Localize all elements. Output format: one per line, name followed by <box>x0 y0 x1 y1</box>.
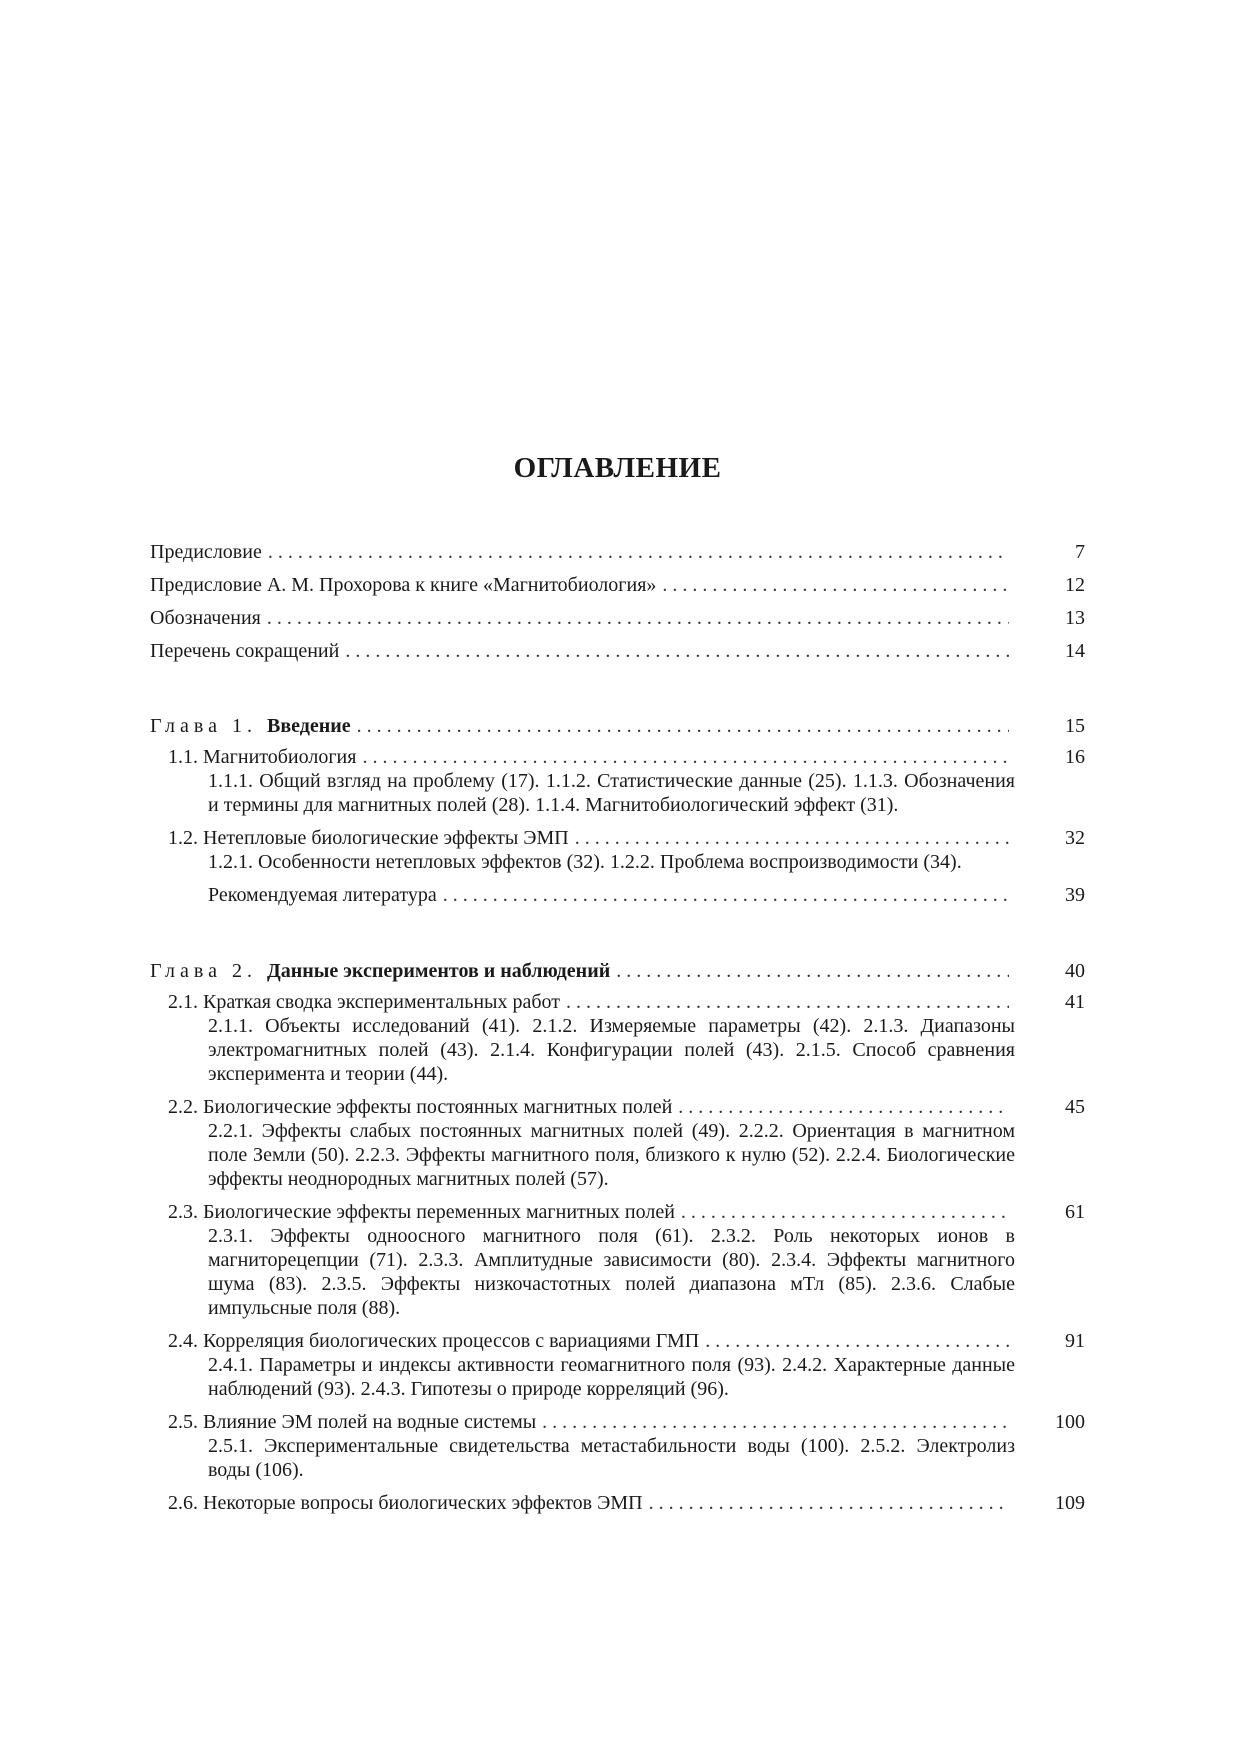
section-entry[interactable] <box>150 1410 1085 1434</box>
toc-entry-label: Предисловие А. М. Прохорова к книге «Магнитобиология» <box>150 574 657 596</box>
section-entry[interactable] <box>150 1095 1085 1119</box>
chapter-heading[interactable] <box>150 714 1085 738</box>
chapter-prefix: Глава 1. <box>150 715 257 737</box>
toc-entry-label: Обозначения <box>150 607 261 629</box>
section-page: 41 <box>1065 991 1085 1013</box>
section-page: 32 <box>1065 827 1085 849</box>
section-label: 2.6. Некоторые вопросы биологических эффектов ЭМП <box>168 1492 643 1514</box>
subsection-list: 1.2.1. Особенности нетепловых эффектов (32). 1.2.2. Проблема воспроизводимости (34). <box>208 851 962 873</box>
literature-page: 39 <box>1065 884 1085 906</box>
section-page: 100 <box>1055 1411 1085 1433</box>
leader-dots <box>678 1095 1009 1119</box>
toc-entry[interactable] <box>150 639 1085 663</box>
leader-dots <box>267 606 1009 630</box>
subsection-list: 2.5.1. Экспериментальные свидетельства метастабильности воды (100). 2.5.2. Электролиз воды (106). <box>208 1435 1015 1481</box>
leader-dots <box>662 573 1009 597</box>
leader-dots <box>649 1491 1009 1515</box>
leader-dots <box>357 714 1009 738</box>
toc-entry-label: Перечень сокращений <box>150 640 340 662</box>
chapter-prefix: Глава 2. <box>150 960 257 982</box>
chapter-heading[interactable] <box>150 959 1085 983</box>
page-title: ОГЛАВЛЕНИЕ <box>513 452 722 484</box>
leader-dots <box>575 826 1009 850</box>
section-page: 16 <box>1065 746 1085 768</box>
section-label: 1.2. Нетепловые биологические эффекты ЭМП <box>168 827 569 849</box>
table-of-contents <box>150 540 1085 1515</box>
subsection-list: 2.1.1. Объекты исследований (41). 2.1.2. Измеряемые параметры (42). 2.1.3. Диапазоны электромагнитных полей (43). 2.1.4. Конфигурации полей (43). 2.1.5. Способ сравнения эксперимента и теории (44). <box>208 1015 1015 1085</box>
section-page: 91 <box>1065 1330 1085 1352</box>
leader-dots <box>616 959 1009 983</box>
leader-dots <box>542 1410 1009 1434</box>
section-label: 2.1. Краткая сводка экспериментальных работ <box>168 991 561 1013</box>
toc-entry-page: 14 <box>1065 640 1085 662</box>
subsection-list: 2.2.1. Эффекты слабых постоянных магнитных полей (49). 2.2.2. Ориентация в магнитном поле Земли (50). 2.2.3. Эффекты магнитного поля, близкого к нулю (52). 2.2.4. Биологические эффекты неоднородных магнитных полей (57). <box>208 1120 1015 1190</box>
section-label: 2.5. Влияние ЭМ полей на водные системы <box>168 1411 537 1433</box>
section-entry[interactable] <box>150 990 1085 1014</box>
section-label: 2.2. Биологические эффекты постоянных магнитных полей <box>168 1096 673 1118</box>
toc-entry[interactable] <box>150 606 1085 630</box>
leader-dots <box>268 540 1009 564</box>
section-label: 2.3. Биологические эффекты переменных магнитных полей <box>168 1201 675 1223</box>
leader-dots <box>345 639 1009 663</box>
section-page: 45 <box>1065 1096 1085 1118</box>
chapter-title: Данные экспериментов и наблюдений <box>266 960 611 982</box>
section-label: 1.1. Магнитобиология <box>168 746 357 768</box>
section-label: 2.4. Корреляция биологических процессов с вариациями ГМП <box>168 1330 700 1352</box>
leader-dots <box>443 883 1009 907</box>
leader-dots <box>566 990 1009 1014</box>
subsection-list: 2.4.1. Параметры и индексы активности геомагнитного поля (93). 2.4.2. Характерные данные наблюдений (93). 2.4.3. Гипотезы о природе корреляций (96). <box>208 1354 1015 1400</box>
section-entry[interactable] <box>150 1200 1085 1224</box>
literature-entry[interactable] <box>150 883 1085 907</box>
leader-dots <box>681 1200 1009 1224</box>
subsection-list: 2.3.1. Эффекты одноосного магнитного поля (61). 2.3.2. Роль некоторых ионов в магниторецепции (71). 2.3.3. Амплитудные зависимости (80). 2.3.4. Эффекты магнитного шума (83). 2.3.5. Эффекты низкочастотных полей диапазона мТл (85). 2.3.6. Слабые импульсные поля (88). <box>208 1225 1015 1319</box>
section-page: 61 <box>1065 1201 1085 1223</box>
section-entry[interactable] <box>150 1329 1085 1353</box>
section-entry[interactable] <box>150 826 1085 850</box>
toc-entry-page: 13 <box>1065 607 1085 629</box>
literature-label: Рекомендуемая литература <box>208 884 437 906</box>
chapter-page: 40 <box>1065 960 1085 982</box>
section-entry[interactable] <box>150 1491 1085 1515</box>
leader-dots <box>705 1329 1009 1353</box>
section-page: 109 <box>1055 1492 1085 1514</box>
chapter-title: Введение <box>266 715 351 737</box>
toc-entry[interactable] <box>150 573 1085 597</box>
chapter-page: 15 <box>1065 715 1085 737</box>
subsection-list: 1.1.1. Общий взгляд на проблему (17). 1.1.2. Статистические данные (25). 1.1.3. Обозначения и термины для магнитных полей (28). 1.1.4. Магнитобиологический эффект (31). <box>208 770 1015 816</box>
toc-entry[interactable] <box>150 540 1085 564</box>
toc-entry-label: Предисловие <box>150 541 262 563</box>
section-entry[interactable] <box>150 745 1085 769</box>
toc-entry-page: 7 <box>1075 541 1085 563</box>
toc-entry-page: 12 <box>1065 574 1085 596</box>
leader-dots <box>362 745 1009 769</box>
